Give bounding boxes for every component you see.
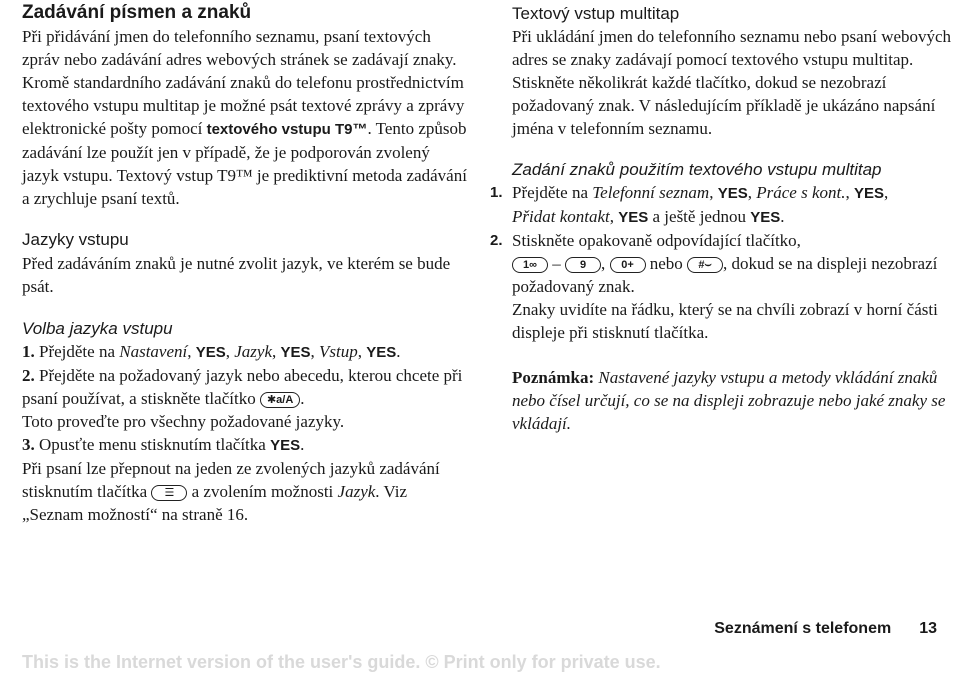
yes-key-label: YES — [195, 344, 226, 361]
multitap-text: Při ukládání jmen do telefonního seznamu nebo psaní webových adres se znaky zadávají pomocí textového vstupu multitap. Stiskněte několikrát každé tlačítko, dokud se nezobrazí požadovaný znak. V následujícím příkladě je ukázáno napsání jména v telefonním seznamu. — [512, 27, 952, 138]
footer-section-title: Seznámení s telefonem — [714, 620, 892, 637]
separator: , — [272, 342, 281, 361]
input-languages-text: Před zadáváním znaků je nutné zvolit jazyk, ve kterém se bude psát. — [22, 254, 451, 296]
t9-paragraph — [22, 71, 467, 210]
menu-vstup: Vstup — [319, 342, 358, 361]
dash: – — [548, 254, 565, 273]
step-1 — [490, 181, 952, 229]
key-0-icon: 0+ — [610, 257, 646, 273]
separator: , — [310, 342, 320, 361]
menu-prace-s-kont: Práce s kont. — [756, 183, 846, 202]
star-key-icon: ✱a/A — [260, 392, 300, 408]
note-paragraph — [512, 366, 952, 435]
key-9-icon: 9 — [565, 257, 601, 273]
separator: , — [357, 342, 367, 361]
step-text: Přejděte na — [39, 342, 120, 361]
key-1-icon: 1∞ — [512, 257, 548, 273]
page-footer — [714, 620, 937, 638]
separator: , — [187, 342, 196, 361]
note-label: Poznámka: — [512, 368, 595, 387]
step-1 — [22, 340, 467, 364]
step-number: 2. — [490, 232, 503, 249]
page-number: 13 — [919, 620, 937, 637]
step-note: Toto proveďte pro všechny požadované jazyky. — [22, 412, 345, 431]
menu-nastaveni: Nastavení — [119, 342, 188, 361]
select-language-heading: Volba jazyka vstupu — [22, 319, 173, 338]
select-language-steps — [22, 340, 467, 526]
period: . — [780, 207, 785, 226]
step-note: Znaky uvidíte na řádku, který se na chvíli zobrazí v horní části displeje při stisknutí tlačítka. — [512, 300, 938, 342]
yes-key-label: YES — [270, 437, 301, 454]
input-languages-heading: Jazyky vstupu — [22, 230, 129, 249]
separator: , — [225, 342, 235, 361]
step-number: 1. — [22, 342, 35, 361]
step-number: 3. — [22, 435, 35, 454]
multitap-entry-heading: Zadání znaků použitím textového vstupu multitap — [512, 160, 882, 179]
t9-paragraph-text-a: Kromě standardního zadávání znaků do telefonu prostřednictvím textového vstupu multitap je možné psát textové zprávy a zprávy elektronické pošty pomocí — [22, 73, 465, 138]
step-text: a ještě jednou — [648, 207, 751, 226]
multitap-steps — [490, 181, 952, 344]
intro-paragraph: Při přidávání jmen do telefonního seznamu, psaní textových zpráv nebo zadávání adres webových stránek se zadávají znaky. — [22, 27, 457, 69]
separator: , — [883, 183, 889, 202]
t9-paragraph-text-b: . Tento způsob zadávání lze použít jen v případě, že je podporován zvolený jazyk vstupu. Textový vstup T9™ je prediktivní metoda zadávání a zrychluje psaní textů. — [22, 119, 467, 208]
note-text: Nastavené jazyky vstupu a metody vkládání znaků nebo čísel určují, co se na displeji zobrazuje nebo jaké znaky se vkládají. — [512, 368, 946, 433]
step-text: Stiskněte opakovaně odpovídající tlačítko, — [512, 231, 801, 250]
step-note: a zvolením možnosti — [187, 482, 338, 501]
left-column — [22, 0, 467, 526]
t9-term: textového vstupu T9™ — [206, 121, 368, 138]
step-2 — [490, 229, 952, 344]
step-number: 2. — [22, 366, 35, 385]
hash-key-icon: #⌣ — [687, 257, 723, 273]
yes-key-label: YES — [717, 185, 748, 202]
period: . — [300, 389, 305, 408]
separator: , — [601, 254, 610, 273]
step-text: Opusťte menu stisknutím tlačítka — [39, 435, 271, 454]
right-column — [490, 0, 952, 435]
step-text: nebo — [645, 254, 688, 273]
yes-key-label: YES — [750, 209, 781, 226]
step-3 — [22, 433, 467, 526]
yes-key-label: YES — [853, 185, 884, 202]
step-number: 1. — [490, 184, 503, 201]
step-note: Při psaní lze přepnout na jeden ze zvolených jazyků zadávání stisknutím tlačítka — [22, 459, 440, 501]
period: . — [300, 435, 305, 454]
separator: , — [845, 183, 854, 202]
section-heading: Zadávání písmen a znaků — [22, 2, 252, 23]
period: . — [396, 342, 401, 361]
watermark-note: This is the Internet version of the user's guide. © Print only for private use. — [22, 652, 661, 672]
separator: , — [747, 183, 757, 202]
step-text: Přejděte na požadovaný jazyk nebo abecedu, kterou chcete při psaní používat, a stiskněte tlačítko — [22, 366, 463, 408]
yes-key-label: YES — [280, 344, 311, 361]
page-reference: . Viz „Seznam možností“ na straně 16. — [22, 482, 408, 524]
separator: , — [709, 183, 718, 202]
menu-pridat-kontakt: Přidat kontakt — [512, 207, 610, 226]
menu-jazyk: Jazyk — [337, 482, 376, 501]
yes-key-label: YES — [366, 344, 397, 361]
multitap-heading: Textový vstup multitap — [512, 4, 680, 23]
step-text: Přejděte na — [512, 183, 593, 202]
step-2 — [22, 364, 467, 433]
step-text: , dokud se na displeji nezobrazí požadovaný znak. — [512, 254, 938, 296]
menu-telefonni-seznam: Telefonní seznam — [592, 183, 710, 202]
options-key-icon: ☰ — [151, 485, 187, 501]
menu-jazyk: Jazyk — [234, 342, 273, 361]
yes-key-label: YES — [618, 209, 649, 226]
separator: , — [609, 207, 619, 226]
